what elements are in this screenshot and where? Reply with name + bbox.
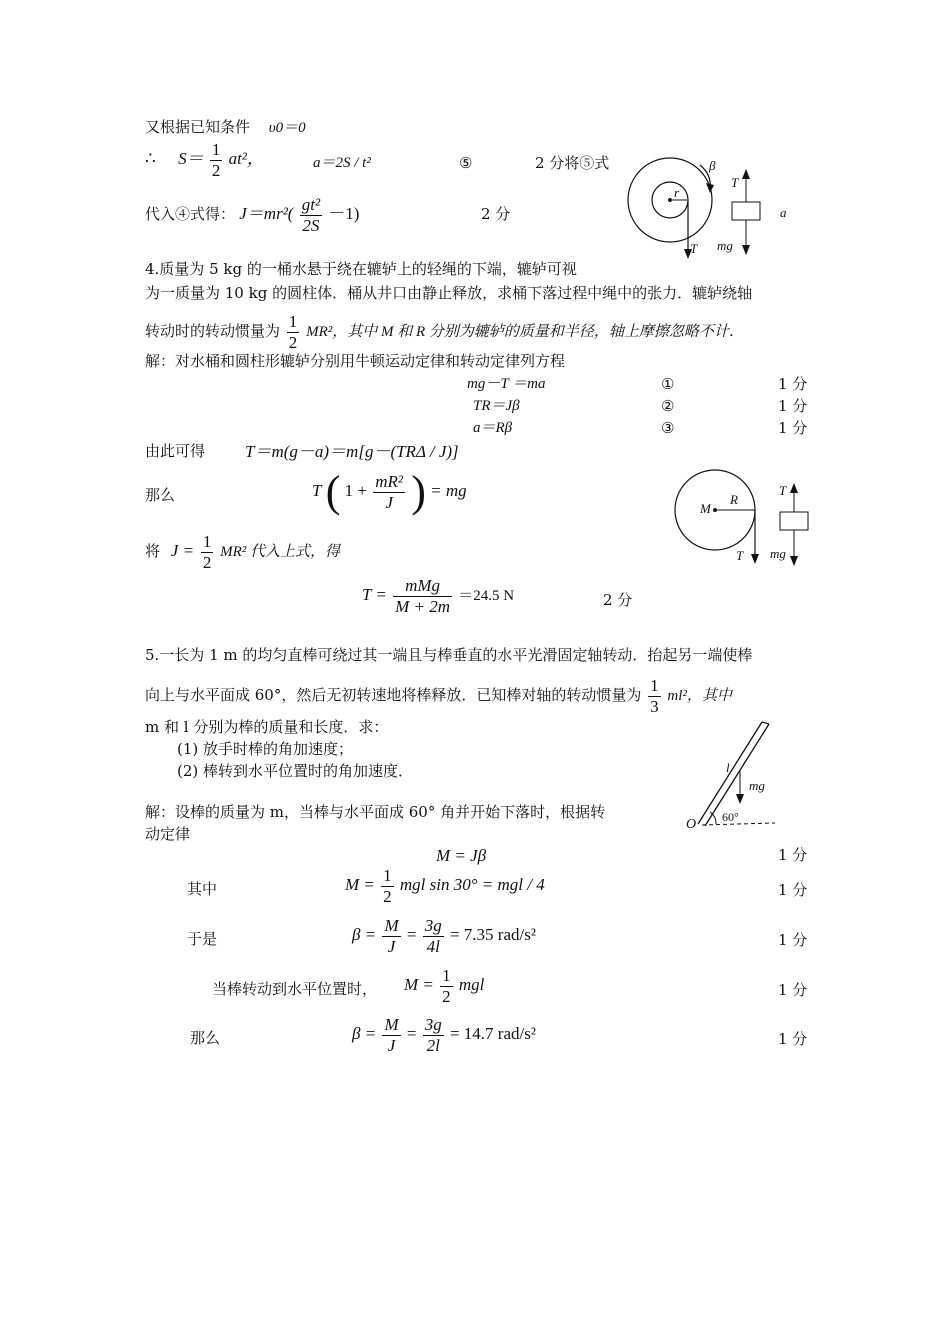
p4-line1: 4.质量为 5 kg 的一桶水悬于绕在辘轳上的轻绳的下端，辘轳可视: [145, 260, 577, 278]
p5-3g-over-4l: [423, 916, 444, 956]
frac-num: 3g: [424, 916, 442, 935]
p4-line3a: 转动时的转动惯量为: [145, 322, 281, 341]
p5-then-label: 那么: [190, 1029, 221, 1047]
frac-num: mR²: [375, 471, 403, 491]
p5-scoreE: 1 分: [778, 1030, 808, 1048]
p4-eq1: mg－T ＝ma: [467, 376, 546, 392]
frac-den: 2: [211, 160, 221, 180]
p5-so-label: 于是: [187, 930, 218, 948]
p4-derive-label: 由此可得: [145, 442, 206, 460]
p5-where-label: 其中: [187, 880, 218, 898]
p4-sub-label: 将: [145, 542, 161, 561]
fig3-mg: mg: [717, 238, 733, 253]
p4-line3: [145, 312, 744, 352]
s3-S-equation: [145, 140, 264, 180]
p4-eq3: a＝Rβ: [473, 420, 513, 436]
s3-v0: υ0＝0: [268, 120, 306, 136]
p4-one-plus: 1 +: [344, 480, 367, 500]
p5-scoreD: 1 分: [778, 981, 808, 999]
p4-eq1-score: 1 分: [778, 375, 808, 393]
fig3-T-upper: T: [731, 175, 739, 190]
fig4-T-lower: T: [736, 548, 744, 563]
fig5-l: l: [726, 760, 730, 775]
p5-scoreC: 1 分: [778, 931, 808, 949]
p5-3g-over-2l: [423, 1015, 444, 1055]
p4-result: ＝24.5 N: [458, 587, 515, 604]
frac-num: 1: [211, 140, 221, 159]
s3-minus1: －1): [328, 203, 360, 223]
p5-eq-sign-2: =: [406, 1023, 417, 1043]
fig5-mg: mg: [749, 778, 765, 793]
fig4-T-upper: T: [779, 483, 787, 498]
s3-eq5-marker: ⑤: [459, 154, 473, 172]
p4-eq3-marker: ③: [661, 419, 675, 437]
s3-score2: 2 分: [481, 205, 511, 223]
p4-line2: 为一质量为 10 kg 的圆柱体．桶从井口由静止释放，求桶下落过程中绳中的张力．辘轳绕轴: [145, 284, 753, 302]
s3-J-equation: [145, 195, 359, 235]
p5-line2a: 向上与水平面成 60°，然后无初转速地将棒释放．已知棒对轴的转动惯量为: [145, 686, 642, 705]
p4-eq2-score: 1 分: [778, 397, 808, 415]
fig5-O: O: [686, 817, 697, 832]
fig3-beta: β: [709, 158, 716, 173]
p4-T-lhs: T =: [362, 584, 387, 604]
rod-figure: [680, 718, 790, 833]
p5-when-label: 当棒转动到水平位置时，: [212, 980, 378, 998]
p5-line2b: ml²，其中: [667, 688, 732, 705]
p5-scoreB: 1 分: [778, 881, 808, 899]
p4-MR2-after: MR² 代入上式，得: [220, 544, 341, 561]
p5-eqC: [352, 916, 536, 956]
fig4-M: M: [700, 501, 711, 516]
p5-line2: [145, 676, 732, 716]
p5-eq-sign: =: [406, 924, 417, 944]
p5-third-fraction: [648, 676, 661, 716]
p5-mgl: mgl: [458, 974, 485, 994]
frac-den: 2S: [302, 215, 320, 235]
p4-mR2-over-J: [373, 472, 405, 512]
p4-mMg-fraction: [393, 576, 452, 616]
p4-eq2: TR＝Jβ: [473, 398, 520, 414]
s3-at2: at²，: [228, 148, 264, 168]
p5-half-fraction-2: $\frac{1}{2}$: [442, 966, 451, 1006]
p4-line3b: MR²，其中 M 和 R 分别为辘轳的质量和半径，轴上摩擦忽略不计．: [306, 324, 744, 341]
p5-M-eq: M =: [404, 974, 434, 994]
s3-sub-text: 代入④式得：: [145, 204, 236, 223]
frac-den: 4l: [426, 936, 440, 956]
fig3-r: r: [674, 185, 680, 200]
fig3-T-lower: T: [690, 241, 698, 256]
frac-num: gt²: [301, 195, 321, 214]
p5-question2: (2) 棒转到水平位置时的角加速度．: [177, 762, 414, 780]
fig3-a: a: [780, 205, 787, 220]
s3-known-condition: [145, 120, 306, 136]
p5-eqD: [404, 966, 484, 1006]
pulley-figure-top: [620, 145, 800, 265]
p5-question1: (1) 放手时棒的角加速度；: [177, 740, 354, 758]
p5-M-over-J-2: [382, 1015, 400, 1055]
p5-line1: 5.一长为 1 m 的均匀直棒可绕过其一端且与棒垂直的水平光滑固定轴转动．抬起另一端使棒: [145, 646, 753, 664]
frac-den: 3: [650, 696, 659, 716]
p5-resultE: = 14.7 rad/s²: [449, 1023, 536, 1043]
p5-solution-line1: 解：设棒的质量为 m，当棒与水平面成 60° 角并开始下落时，根据转: [145, 803, 606, 821]
p5-resultC: = 7.35 rad/s²: [449, 924, 536, 944]
p5-beta-lhs: β =: [352, 924, 377, 944]
s3-score-then: 2 分将⑤式: [535, 154, 610, 172]
s3-a-equation: a＝2S / t²: [313, 155, 371, 171]
p4-half-fraction-2: $\frac{1}{2}$: [202, 532, 212, 572]
p4-eq3-score: 1 分: [778, 419, 808, 437]
p5-eqB-rhs: mgl sin 30° = mgl / 4: [399, 874, 545, 894]
p5-eqA: M = Jβ: [436, 846, 487, 865]
therefore-sign: ∴: [145, 148, 156, 168]
fig4-mg: mg: [770, 546, 786, 561]
p4-eq1-marker: ①: [661, 375, 675, 393]
p4-derive-eq: T＝m(g－a)＝m[g－(TRΔ / J)]: [245, 442, 459, 461]
frac-num: 1: [650, 676, 659, 695]
p4-final-score: 2 分: [603, 591, 633, 609]
s3-S: S＝: [178, 148, 204, 168]
p4-J-eq: J =: [170, 541, 195, 561]
frac-num: M: [384, 1015, 399, 1034]
s3-half-fraction: [210, 140, 223, 180]
p5-eqE: [352, 1015, 536, 1055]
frac-den: J: [387, 1035, 396, 1055]
p5-line3: m 和 l 分别为棒的质量和长度．求：: [145, 718, 389, 736]
frac-den: 2l: [426, 1035, 440, 1055]
p5-beta-lhs-2: β =: [352, 1023, 377, 1043]
s3-line1: 又根据已知条件: [145, 118, 251, 136]
p5-solution-line2: 动定律: [145, 825, 191, 843]
p4-eq-mg: = mg: [430, 480, 467, 500]
fig4-R: R: [730, 492, 738, 507]
p4-final-eq: [362, 576, 514, 616]
frac-den: J: [385, 492, 393, 512]
p4-eq2-marker: ②: [661, 397, 675, 415]
p4-half-fraction: $\frac{1}{2}$: [288, 312, 298, 352]
frac-num: 3g: [424, 1015, 442, 1034]
s3-J-lhs: J＝mr²(: [239, 203, 294, 223]
p4-then-eq: T ( 1 + $\frac{\text{mR²}}{J}$ ) = mg: [312, 467, 467, 516]
frac-num: mMg: [393, 576, 452, 597]
fig5-angle: 60°: [722, 810, 739, 824]
s3-gt2-fraction: [300, 195, 322, 235]
frac-den: M + 2m: [395, 596, 451, 616]
pulley-figure-bottom: [670, 462, 830, 582]
p4-substitute: [145, 532, 340, 572]
p5-half-fraction: $\frac{1}{2}$: [383, 866, 392, 906]
frac-den: J: [387, 936, 396, 956]
p5-scoreA: 1 分: [778, 846, 808, 864]
p4-then-label: 那么: [145, 486, 176, 504]
p4-solution-intro: 解：对水桶和圆柱形辘轳分别用牛顿运动定律和转动定律列方程: [145, 352, 566, 370]
p5-eqB: [345, 866, 545, 906]
p4-T: T: [312, 480, 322, 500]
frac-num: M: [384, 916, 399, 935]
p5-M-over-J: [382, 916, 400, 956]
p5-eqB-lhs: M =: [345, 874, 375, 894]
